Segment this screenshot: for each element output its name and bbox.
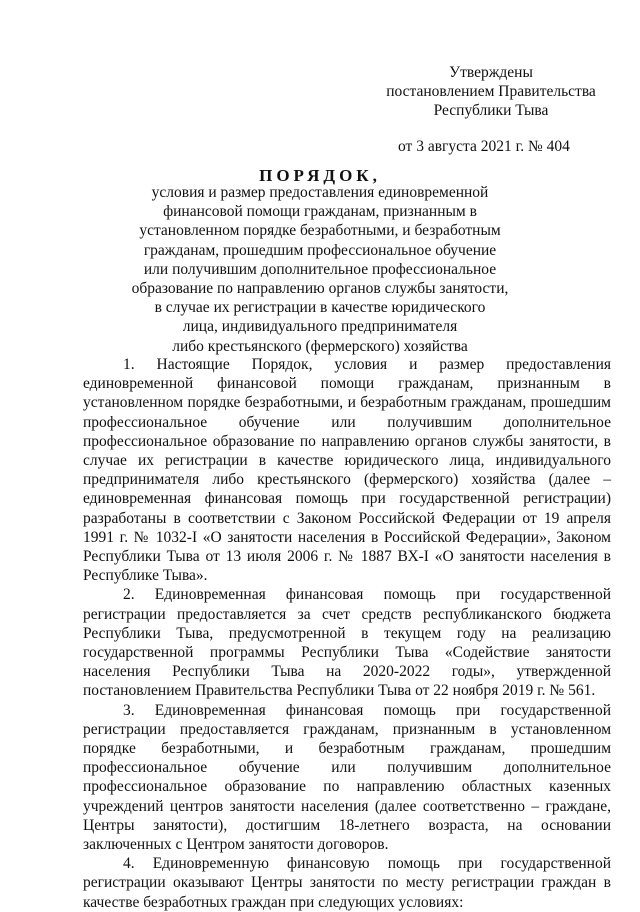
subtitle-line: в случае их регистрации в качестве юридического [154,299,486,317]
paragraph-2: 2. Единовременная финансовая помощь при государственной регистрации предоставляется за счет средств республиканского бюджета Республики Тыва, предусмотренной в текущем году на реализацию государственной программы Республики Тыва «Содействие занятости населения Республики Тыва на 2020-2022 годы», утвержденной постановлением Правительства Республики Тыва от 22 ноября 2019 г. № 561. [83,586,611,700]
subtitle-line: лица, индивидуального предпринимателя [182,318,458,336]
document-title: ПОРЯДОК, [259,166,381,185]
document-body [83,355,611,912]
approval-line: постановлением Правительства [386,83,596,100]
subtitle-line: финансовой помощи гражданам, признанным в [163,203,477,221]
subtitle-line: образование по направлению органов службы занятости, [131,280,509,298]
approval-date: от 3 августа 2021 г. № 404 [398,138,570,155]
paragraph-3: 3. Единовременная финансовая помощь при государственной регистрации предоставляется гражданам, признанным в установленном порядке безработными, и безработным гражданам, прошедшим профессиональное обучение или получившим дополнительное профессиональное образование по направлению областных казенных учреждений центров занятости населения (далее соответственно – граждане, Центры занятости), достигшим 18-летнего возраста, на основании заключенных с Центром занятости договоров. [83,701,611,854]
subtitle-line: гражданам, прошедшим профессиональное обучение [143,241,497,259]
subtitle-line: условия и размер предоставления единовременной [151,184,489,201]
document-subtitle [120,183,520,356]
approval-block [380,63,602,120]
subtitle-line: либо крестьянского (фермерского) хозяйства [172,337,468,355]
approval-line: Утверждены [449,64,533,81]
approval-line: Республики Тыва [433,102,549,119]
subtitle-line: или получившим дополнительное профессиональное [143,260,497,278]
paragraph-4: 4. Единовременную финансовую помощь при государственной регистрации оказывают Центры занятости по месту регистрации граждан в качестве безработных граждан при следующих условиях: [83,855,611,911]
paragraph-1: 1. Настоящие Порядок, условия и размер предоставления единовременной финансовой помощи гражданам, признанным в установленном порядке безработными, и безработным гражданам, прошедшим профессиональное обучение или получившим дополнительное профессиональное образование по направлению органов службы занятости, в случае их регистрации в качестве юридического лица, индивидуального предпринимателя либо крестьянского (фермерского) хозяйства (далее – единовременная финансовая помощь при государственной регистрации) разработаны в соответствии с Законом Российской Федерации от 19 апреля 1991 г. № 1032-I «О занятости населения в Российской Федерации», Законом Республики Тыва от 13 июля 2006 г. № 1887 ВХ-I «О занятости населения в Республике Тыва». [83,356,611,585]
subtitle-line: установленном порядке безработными, и безработным [139,222,501,240]
